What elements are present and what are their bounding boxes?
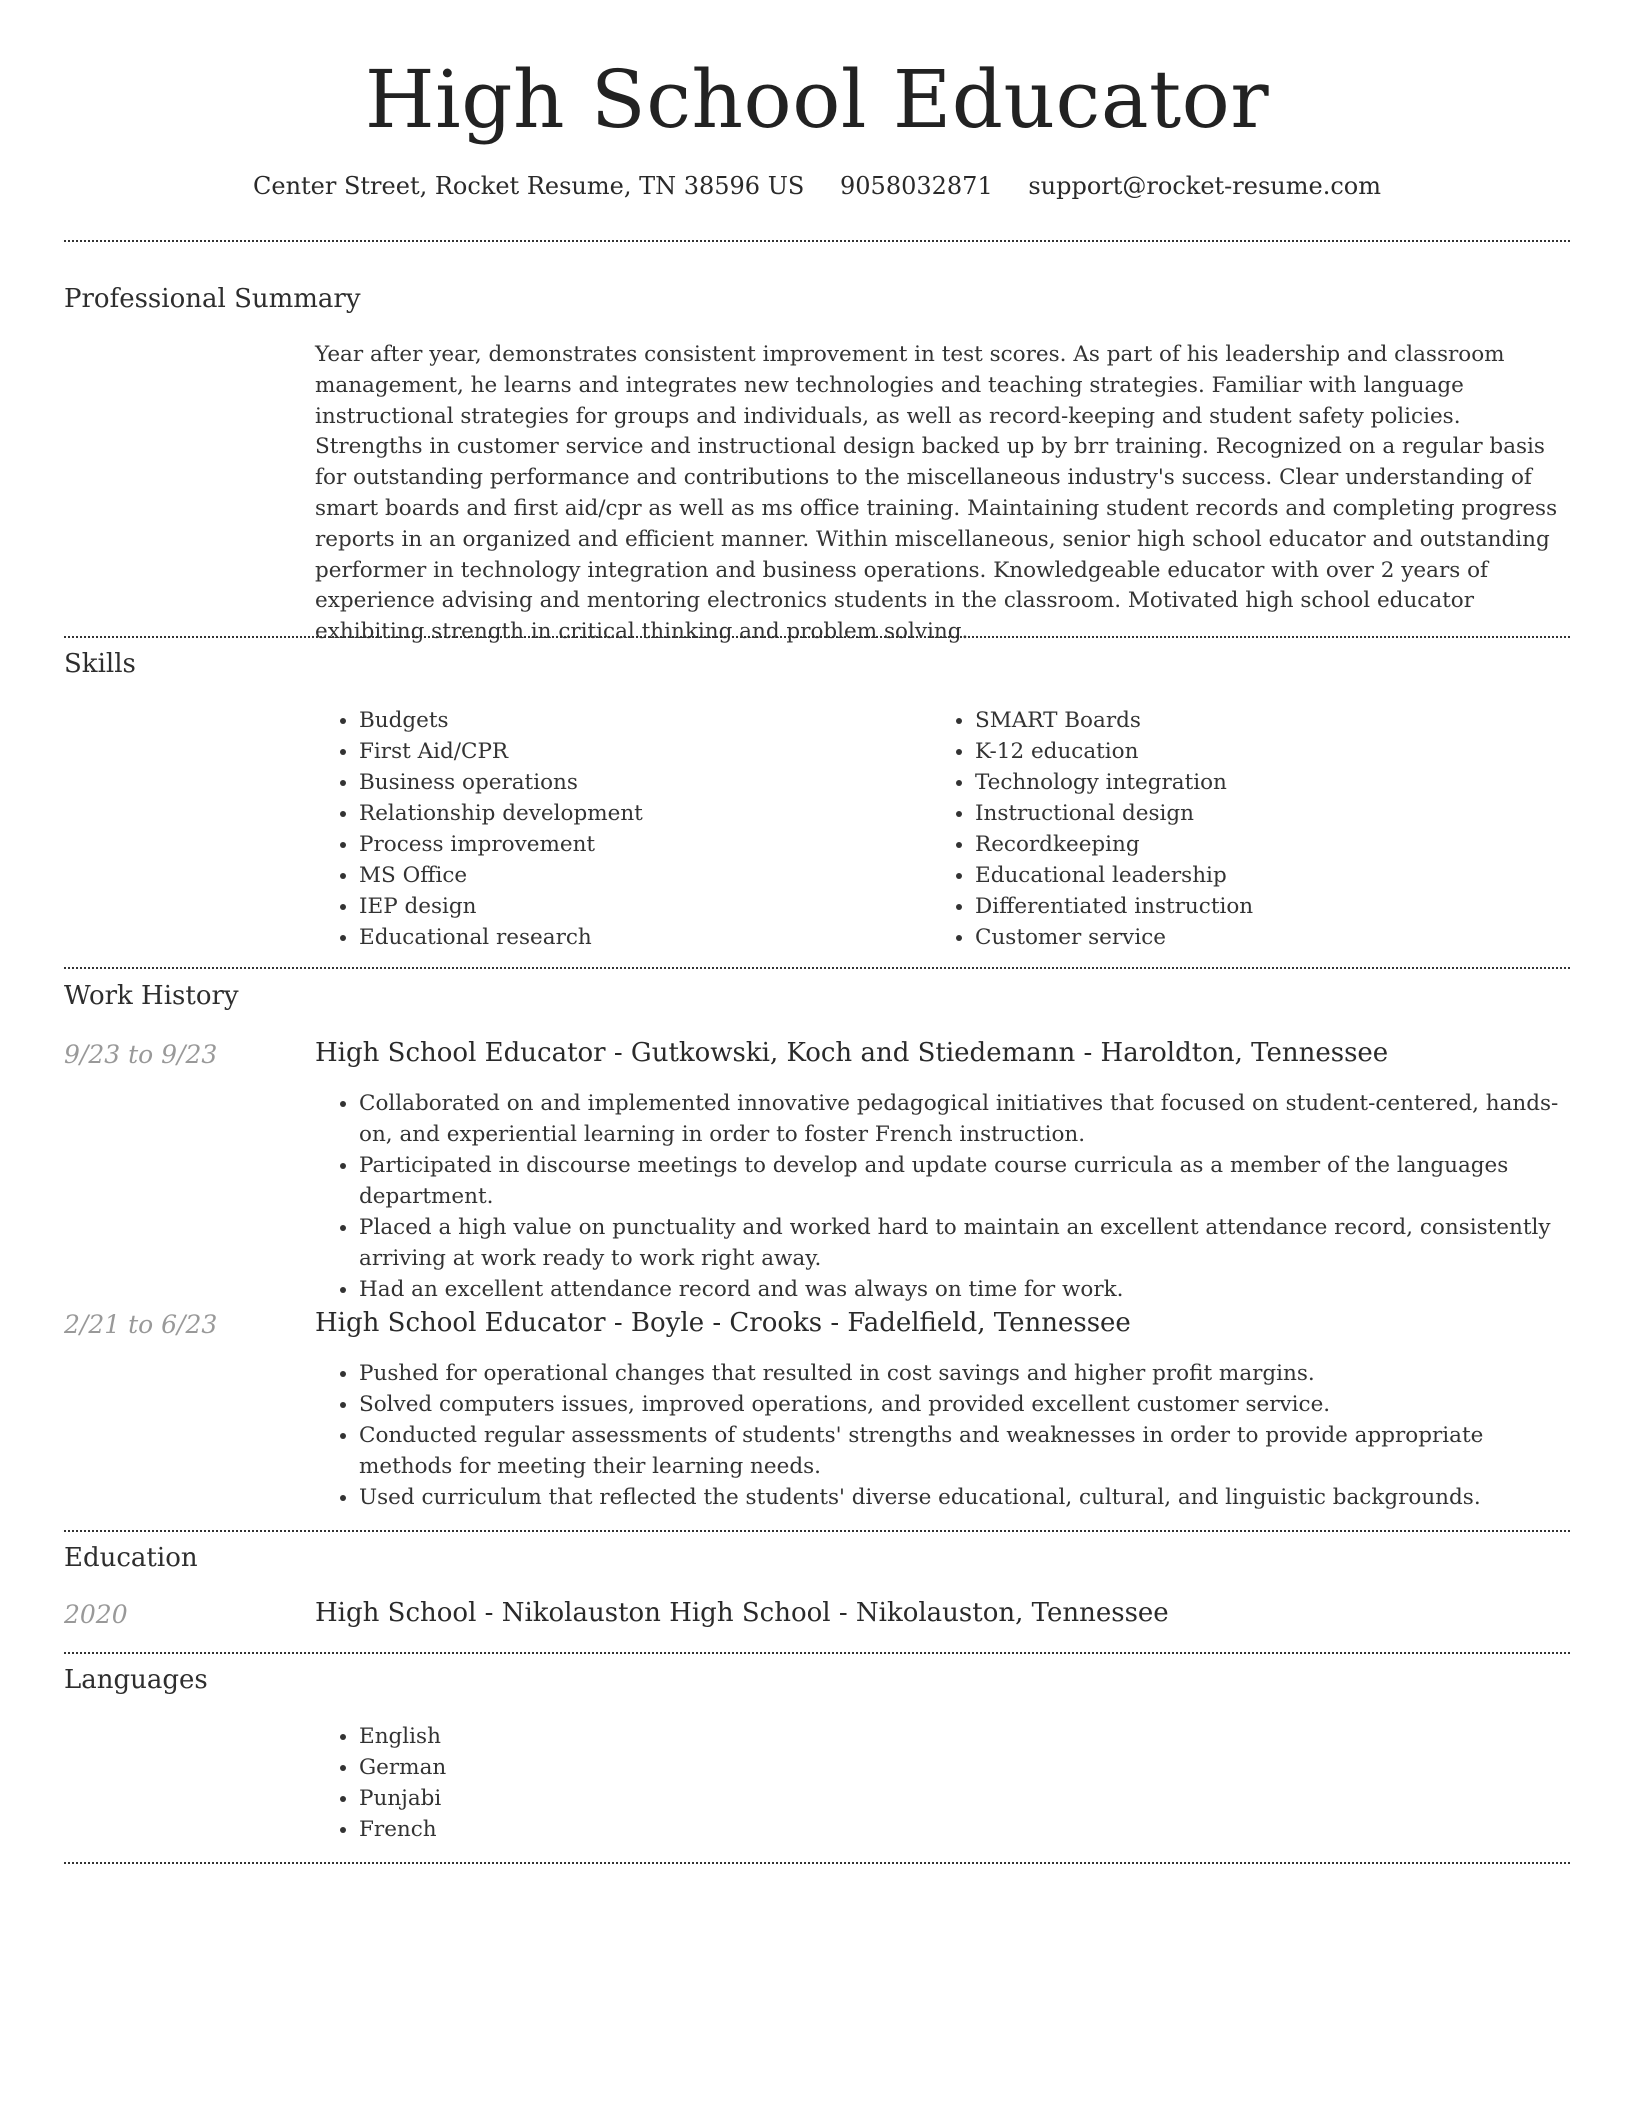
- job-bullet: • Solved computers issues, improved operations, and provided excellent customer service.: [359, 1389, 1570, 1420]
- job-bullet: • Pushed for operational changes that resulted in cost savings and higher profit margins.: [359, 1358, 1570, 1389]
- job-heading: [315, 1038, 1388, 1068]
- section-divider: [64, 636, 1570, 638]
- section-divider: [64, 1530, 1570, 1532]
- job-bullets: [315, 1088, 1570, 1305]
- skill-item: • Process improvement: [359, 829, 915, 860]
- section-title-summary: Professional Summary: [64, 284, 361, 314]
- skill-item: • Business operations: [359, 767, 915, 798]
- resume-page: [64, 0, 1570, 1842]
- job-role: High School Educator: [315, 1308, 606, 1338]
- contact-address: Center Street, Rocket Resume, TN 38596 US: [253, 172, 805, 200]
- skill-item: • K-12 education: [975, 736, 1531, 767]
- job-bullet: • Used curriculum that reflected the students' diverse educational, cultural, and linguistic backgrounds.: [359, 1482, 1570, 1513]
- skill-item: • SMART Boards: [975, 705, 1531, 736]
- skill-item: • Budgets: [359, 705, 915, 736]
- skill-item: • Recordkeeping: [975, 829, 1531, 860]
- section-title-education: Education: [64, 1543, 198, 1573]
- job-bullet: • Had an excellent attendance record and was always on time for work.: [359, 1274, 1570, 1305]
- skill-item: • Differentiated instruction: [975, 891, 1531, 922]
- section-divider: [64, 1652, 1570, 1654]
- section-divider: [64, 967, 1570, 969]
- contact-phone: 9058032871: [840, 172, 993, 200]
- job-role: High School Educator: [315, 1038, 606, 1068]
- skill-item: • Customer service: [975, 922, 1531, 953]
- summary-text: Year after year, demonstrates consistent improvement in test scores. As part of his leadership and classroom management, he learns and integrates new technologies and teaching strategies. Familiar with language instructional strategies for groups and individuals, as well as record-keeping and student safety policies. Strengths in customer service and instructional design backed up by brr training. Recognized on a regular basis for outstanding performance and contributions to the miscellaneous industry's success. Clear understanding of smart boards and first aid/cpr as well as ms office training. Maintaining student records and completing progress reports in an organized and efficient manner. Within miscellaneous, senior high school educator and outstanding performer in technology integration and business operations. Knowledgeable educator with over 2 years of experience advising and mentoring electronics students in the classroom. Motivated high school educator exhibiting strength in critical thinking and problem solving.: [315, 342, 1558, 645]
- job-bullet: • Collaborated on and implemented innovative pedagogical initiatives that focused on student-centered, hands-on, and experiential learning in order to foster French instruction.: [359, 1088, 1570, 1150]
- skill-item: • Educational research: [359, 922, 915, 953]
- language-item: • French: [359, 1814, 1570, 1845]
- language-item: • Punjabi: [359, 1783, 1570, 1814]
- candidate-name: High School Educator: [364, 53, 1270, 146]
- education-school-location: - Nikolauston High School - Nikolauston, Tennessee: [476, 1598, 1169, 1628]
- job-bullets: [315, 1358, 1570, 1513]
- section-divider: [64, 240, 1570, 242]
- skills-column-right: [931, 705, 1531, 953]
- skill-item: • IEP design: [359, 891, 915, 922]
- section-divider: [64, 1862, 1570, 1864]
- job-bullet: • Placed a high value on punctuality and worked hard to maintain an excellent attendance record, consistently arriving at work ready to work right away.: [359, 1212, 1570, 1274]
- skill-item: • Educational leadership: [975, 860, 1531, 891]
- education-degree: High School: [315, 1598, 477, 1628]
- language-item: • German: [359, 1752, 1570, 1783]
- section-title-skills: Skills: [64, 649, 136, 679]
- education-heading: [315, 1598, 1169, 1628]
- contact-line: [64, 172, 1570, 200]
- job-employer-location: - Boyle - Crooks - Fadelfield, Tennessee: [605, 1308, 1131, 1338]
- language-item: • English: [359, 1721, 1570, 1752]
- job-bullet: • Conducted regular assessments of students' strengths and weaknesses in order to provide appropriate methods for meeting their learning needs.: [359, 1420, 1570, 1482]
- skill-item: • Relationship development: [359, 798, 915, 829]
- contact-email: support@rocket-resume.com: [1028, 172, 1381, 200]
- skill-item: • First Aid/CPR: [359, 736, 915, 767]
- job-bullet: • Participated in discourse meetings to develop and update course curricula as a member of the languages department.: [359, 1150, 1570, 1212]
- education-year: 2020: [64, 1600, 128, 1629]
- job-dates: 2/21 to 6/23: [64, 1310, 218, 1339]
- skill-item: • Instructional design: [975, 798, 1531, 829]
- section-title-work: Work History: [64, 981, 239, 1011]
- languages-list: [315, 1721, 1570, 1845]
- job-dates: 9/23 to 9/23: [64, 1040, 218, 1069]
- job-heading: [315, 1308, 1131, 1338]
- skills-column-left: [315, 705, 915, 953]
- job-employer-location: - Gutkowski, Koch and Stiedemann - Haroldton, Tennessee: [605, 1038, 1389, 1068]
- skill-item: • Technology integration: [975, 767, 1531, 798]
- section-title-languages: Languages: [64, 1665, 208, 1695]
- skill-item: • MS Office: [359, 860, 915, 891]
